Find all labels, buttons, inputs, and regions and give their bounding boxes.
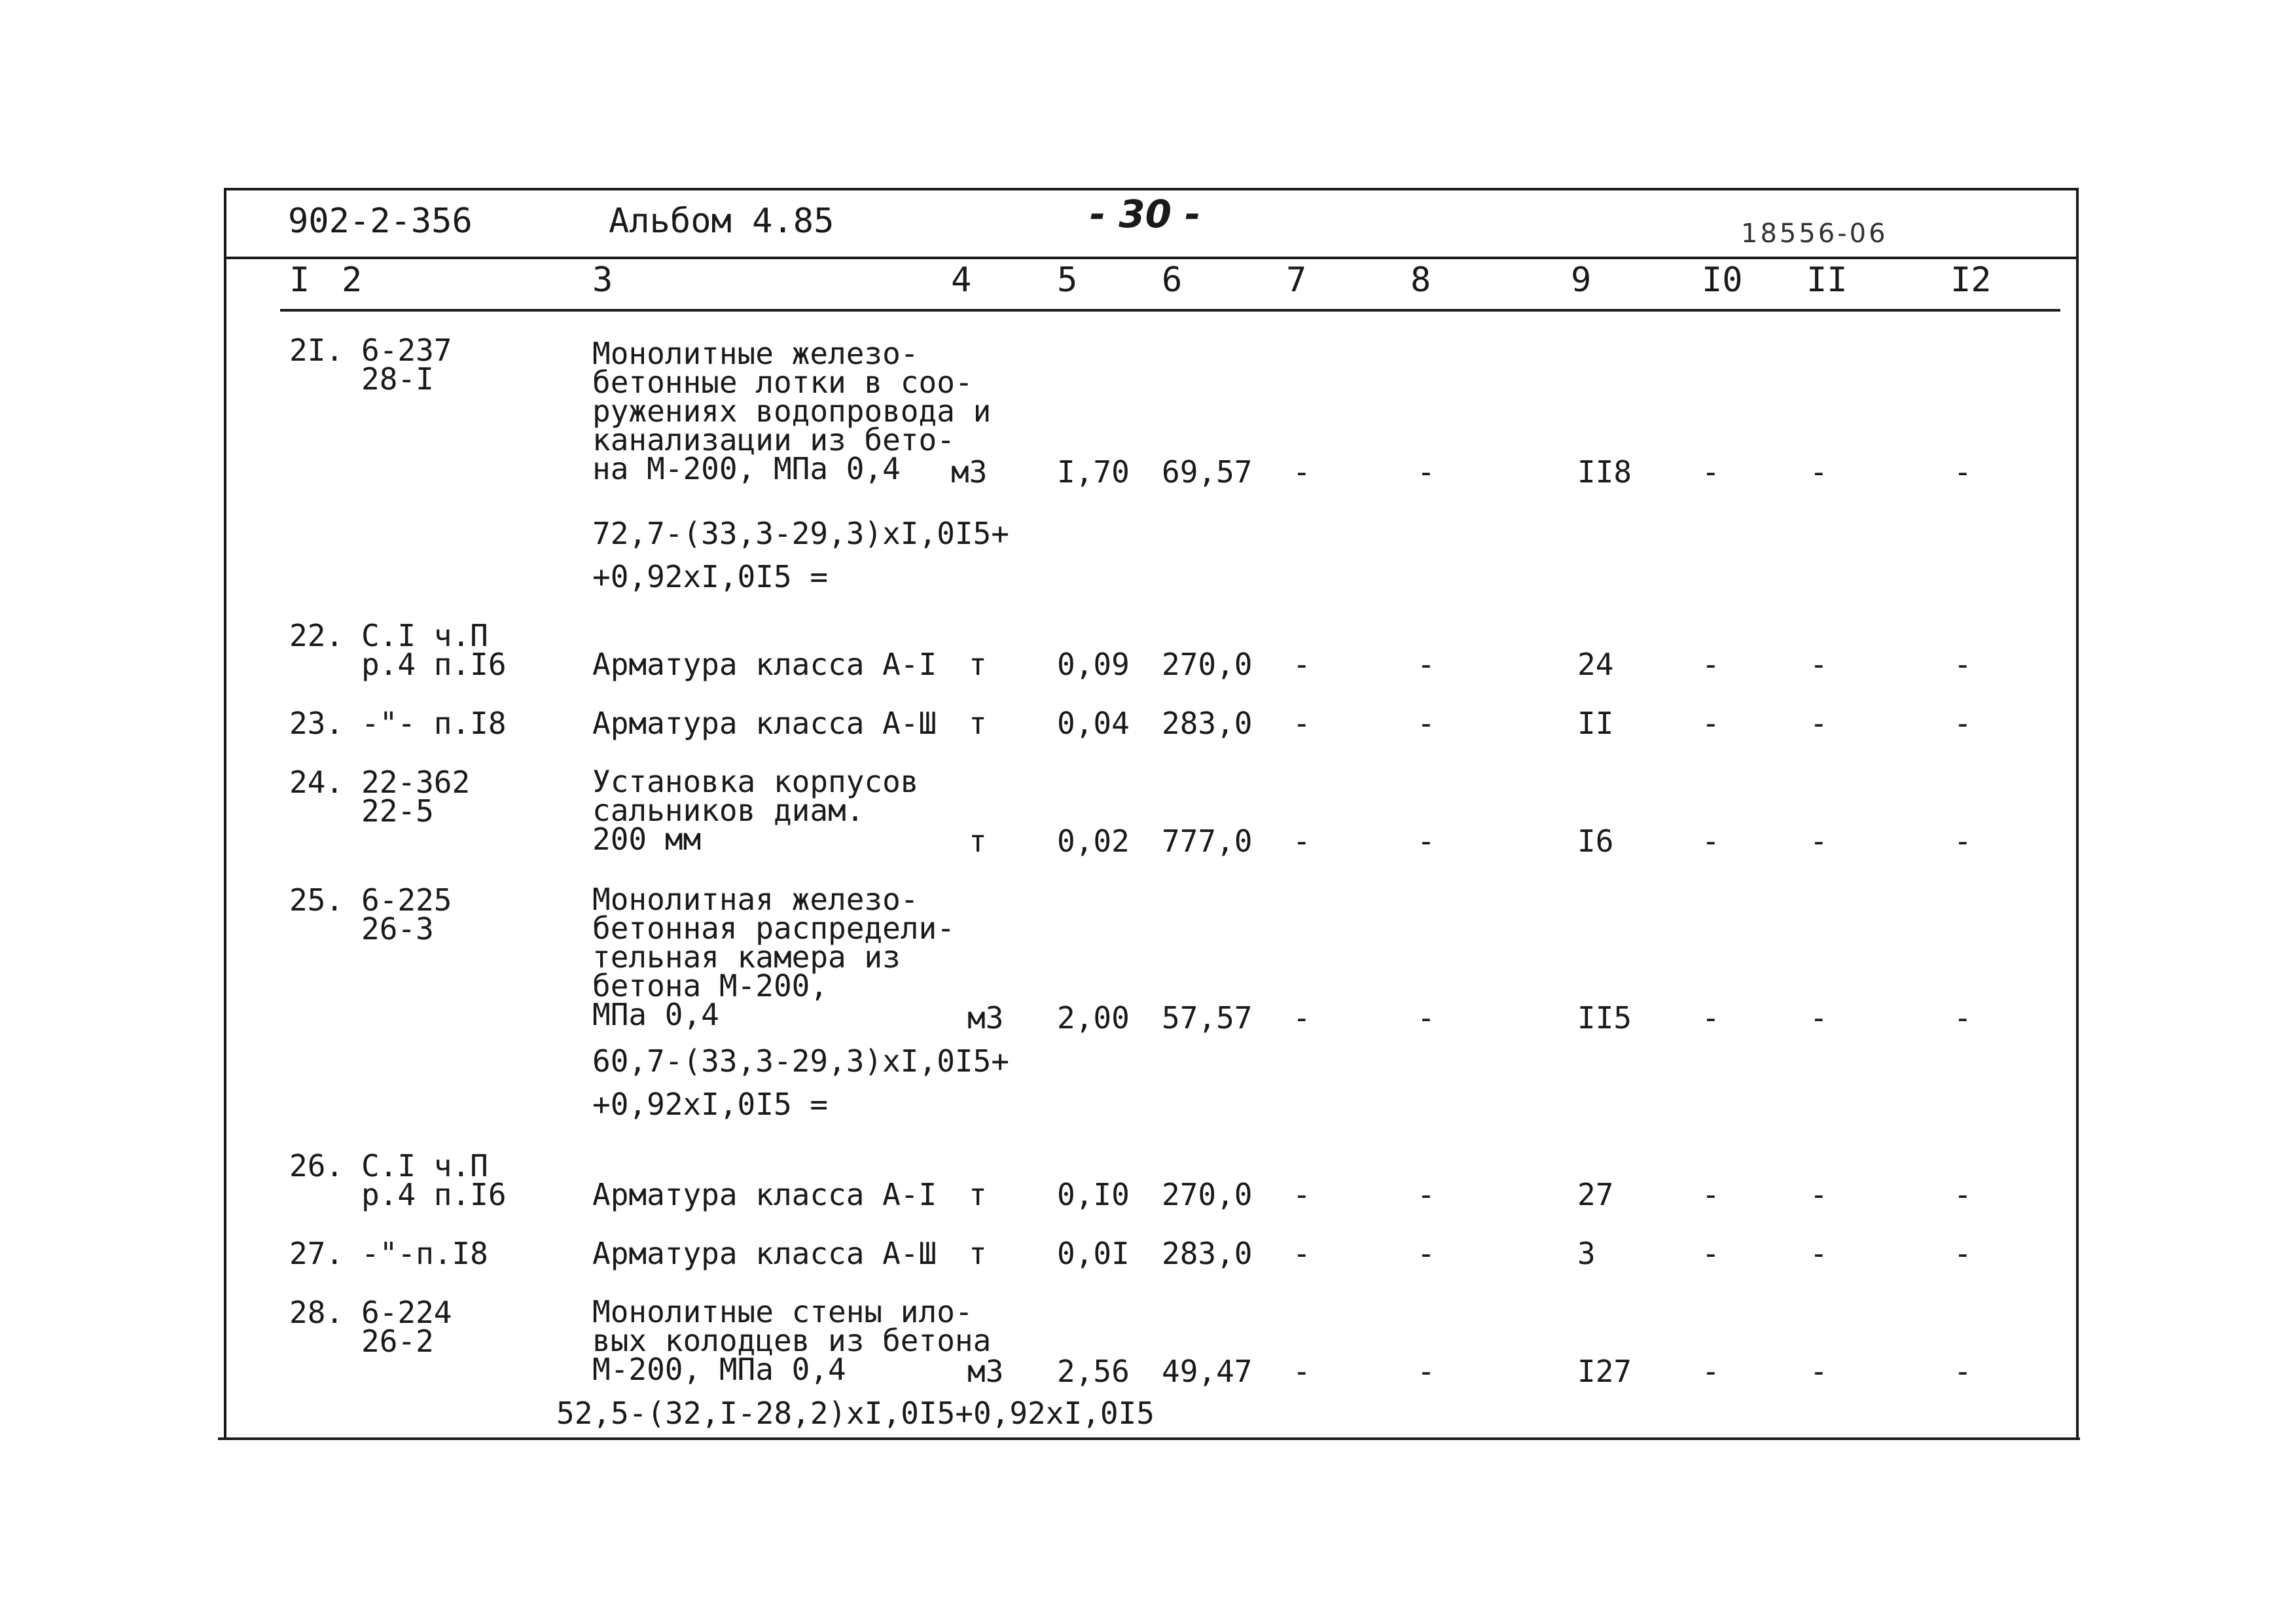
- row-number: 25.: [289, 882, 344, 918]
- col-header-11: II: [1806, 261, 1848, 300]
- row-number: 22.: [289, 618, 344, 653]
- archive-stamp: 18556-06: [1741, 219, 1888, 249]
- row-ref: С.I ч.П: [361, 1148, 488, 1183]
- row-col12: -: [1954, 823, 1972, 859]
- row-ref: 22-5: [361, 793, 434, 829]
- row-ref: 26-2: [361, 1324, 434, 1359]
- row-col10: -: [1702, 1000, 1720, 1036]
- row-col12: -: [1954, 1000, 1972, 1036]
- row-description: Монолитные железо- бетонные лотки в соо- ружениях водопровода и канализации из бето- на М-200, МПа 0,4: [592, 336, 992, 486]
- row-number: 27.: [289, 1236, 344, 1271]
- row-unit: т: [969, 647, 987, 682]
- frame-right-line: [2076, 188, 2079, 1439]
- row-number: 24.: [289, 765, 344, 800]
- row-col11: -: [1810, 706, 1828, 741]
- row-col7: -: [1293, 1177, 1311, 1212]
- row-col7: -: [1293, 1354, 1311, 1389]
- row-col11: -: [1810, 1000, 1828, 1036]
- row-col12: -: [1954, 1236, 1972, 1271]
- row-number: 26.: [289, 1148, 344, 1183]
- row-ref: 6-224: [361, 1295, 452, 1330]
- row-price: 270,0: [1162, 1177, 1253, 1212]
- row-col8: -: [1417, 1177, 1435, 1212]
- doc-code: 902-2-356: [288, 202, 473, 241]
- frame-bottom-line: [218, 1437, 2080, 1440]
- row-col9: II5: [1577, 1000, 1632, 1036]
- row-description: Установка корпусов сальников диам. 200 мм: [592, 764, 919, 857]
- row-ref: р.4 п.I6: [361, 647, 507, 682]
- row-unit: т: [969, 706, 987, 741]
- row-col11: -: [1810, 1354, 1828, 1389]
- row-col12: -: [1954, 1354, 1972, 1389]
- row-number: 2I.: [289, 333, 344, 368]
- col-header-9: 9: [1571, 261, 1592, 300]
- row-quantity: 2,00: [1057, 1000, 1130, 1036]
- row-description: Арматура класса А-I: [592, 1177, 937, 1212]
- row-price: 283,0: [1162, 706, 1253, 741]
- row-col8: -: [1417, 454, 1435, 490]
- col-header-4: 4: [951, 261, 972, 300]
- row-col10: -: [1702, 1236, 1720, 1271]
- row-calculation: +0,92хI,0I5 =: [592, 559, 829, 594]
- row-col8: -: [1417, 1000, 1435, 1036]
- row-col11: -: [1810, 823, 1828, 859]
- row-calculation: 52,5-(32,I-28,2)хI,0I5+0,92хI,0I5: [556, 1396, 1155, 1431]
- row-description: Монолитные стены ило- вых колодцев из бетона М-200, МПа 0,4: [592, 1294, 992, 1387]
- row-col12: -: [1954, 1177, 1972, 1212]
- row-quantity: 0,0I: [1057, 1236, 1130, 1271]
- row-description: Монолитная железо- бетонная распредели- тельная камера из бетона М-200, МПа 0,4: [592, 882, 955, 1032]
- row-price: 69,57: [1162, 454, 1253, 490]
- row-description: Арматура класса А-Ш: [592, 1236, 937, 1271]
- col-header-10: I0: [1702, 261, 1743, 300]
- row-col9: 24: [1577, 647, 1614, 682]
- row-price: 283,0: [1162, 1236, 1253, 1271]
- row-col9: I27: [1577, 1354, 1632, 1389]
- row-col7: -: [1293, 1000, 1311, 1036]
- row-quantity: 0,02: [1057, 823, 1130, 859]
- row-col10: -: [1702, 1354, 1720, 1389]
- row-col12: -: [1954, 706, 1972, 741]
- row-unit: т: [969, 823, 987, 859]
- row-col7: -: [1293, 647, 1311, 682]
- row-description: Арматура класса А-I: [592, 647, 937, 682]
- row-number: 28.: [289, 1295, 344, 1330]
- row-col9: 27: [1577, 1177, 1614, 1212]
- row-col8: -: [1417, 647, 1435, 682]
- row-quantity: 0,09: [1057, 647, 1130, 682]
- row-quantity: 0,04: [1057, 706, 1130, 741]
- row-unit: м3: [951, 454, 988, 490]
- col-header-3: 3: [592, 261, 613, 300]
- row-col9: I6: [1577, 823, 1614, 859]
- col-header-6: 6: [1162, 261, 1183, 300]
- page-number: - 30 -: [1090, 192, 1201, 236]
- row-col7: -: [1293, 1236, 1311, 1271]
- row-col8: -: [1417, 706, 1435, 741]
- row-col11: -: [1810, 1236, 1828, 1271]
- row-quantity: 2,56: [1057, 1354, 1130, 1389]
- row-number: 23.: [289, 706, 344, 741]
- row-ref: 6-237: [361, 333, 452, 368]
- row-col9: 3: [1577, 1236, 1596, 1271]
- row-col8: -: [1417, 1354, 1435, 1389]
- col-header-5: 5: [1057, 261, 1078, 300]
- album-label: Альбом 4.85: [609, 202, 834, 241]
- row-ref: 28-I: [361, 361, 434, 397]
- row-col10: -: [1702, 706, 1720, 741]
- row-unit: т: [969, 1236, 987, 1271]
- col-header-7: 7: [1286, 261, 1307, 300]
- row-price: 57,57: [1162, 1000, 1253, 1036]
- row-ref: 22-362: [361, 765, 471, 800]
- row-col7: -: [1293, 706, 1311, 741]
- row-price: 777,0: [1162, 823, 1253, 859]
- row-ref: С.I ч.П: [361, 618, 488, 653]
- row-description: Арматура класса А-Ш: [592, 706, 937, 741]
- row-col11: -: [1810, 647, 1828, 682]
- col-header-8: 8: [1410, 261, 1431, 300]
- row-col12: -: [1954, 454, 1972, 490]
- row-col10: -: [1702, 823, 1720, 859]
- row-col10: -: [1702, 454, 1720, 490]
- row-ref: -"-п.I8: [361, 1236, 488, 1271]
- row-quantity: 0,I0: [1057, 1177, 1130, 1212]
- frame-top-line: [226, 188, 2078, 190]
- header-separator: [226, 257, 2078, 259]
- row-price: 270,0: [1162, 647, 1253, 682]
- row-price: 49,47: [1162, 1354, 1253, 1389]
- column-header-underline: [280, 309, 2060, 312]
- row-col11: -: [1810, 454, 1828, 490]
- row-col8: -: [1417, 1236, 1435, 1271]
- row-unit: м3: [967, 1354, 1004, 1389]
- row-col10: -: [1702, 1177, 1720, 1212]
- col-header-12: I2: [1950, 261, 1992, 300]
- row-quantity: I,70: [1057, 454, 1130, 490]
- row-col7: -: [1293, 454, 1311, 490]
- row-col8: -: [1417, 823, 1435, 859]
- row-ref: 26-3: [361, 911, 434, 947]
- row-col9: II: [1577, 706, 1614, 741]
- row-ref: 6-225: [361, 882, 452, 918]
- row-calculation: 72,7-(33,3-29,3)хI,0I5+: [592, 516, 1009, 551]
- col-header-1: I: [289, 261, 310, 300]
- row-col10: -: [1702, 647, 1720, 682]
- row-col9: II8: [1577, 454, 1632, 490]
- row-calculation: 60,7-(33,3-29,3)хI,0I5+: [592, 1043, 1009, 1079]
- row-col12: -: [1954, 647, 1972, 682]
- col-header-2: 2: [342, 261, 363, 300]
- row-calculation: +0,92хI,0I5 =: [592, 1087, 829, 1122]
- row-col7: -: [1293, 823, 1311, 859]
- row-ref: -"- п.I8: [361, 706, 507, 741]
- row-ref: р.4 п.I6: [361, 1177, 507, 1212]
- row-col11: -: [1810, 1177, 1828, 1212]
- row-unit: т: [969, 1177, 987, 1212]
- row-unit: м3: [967, 1000, 1004, 1036]
- frame-left-line: [224, 188, 226, 1439]
